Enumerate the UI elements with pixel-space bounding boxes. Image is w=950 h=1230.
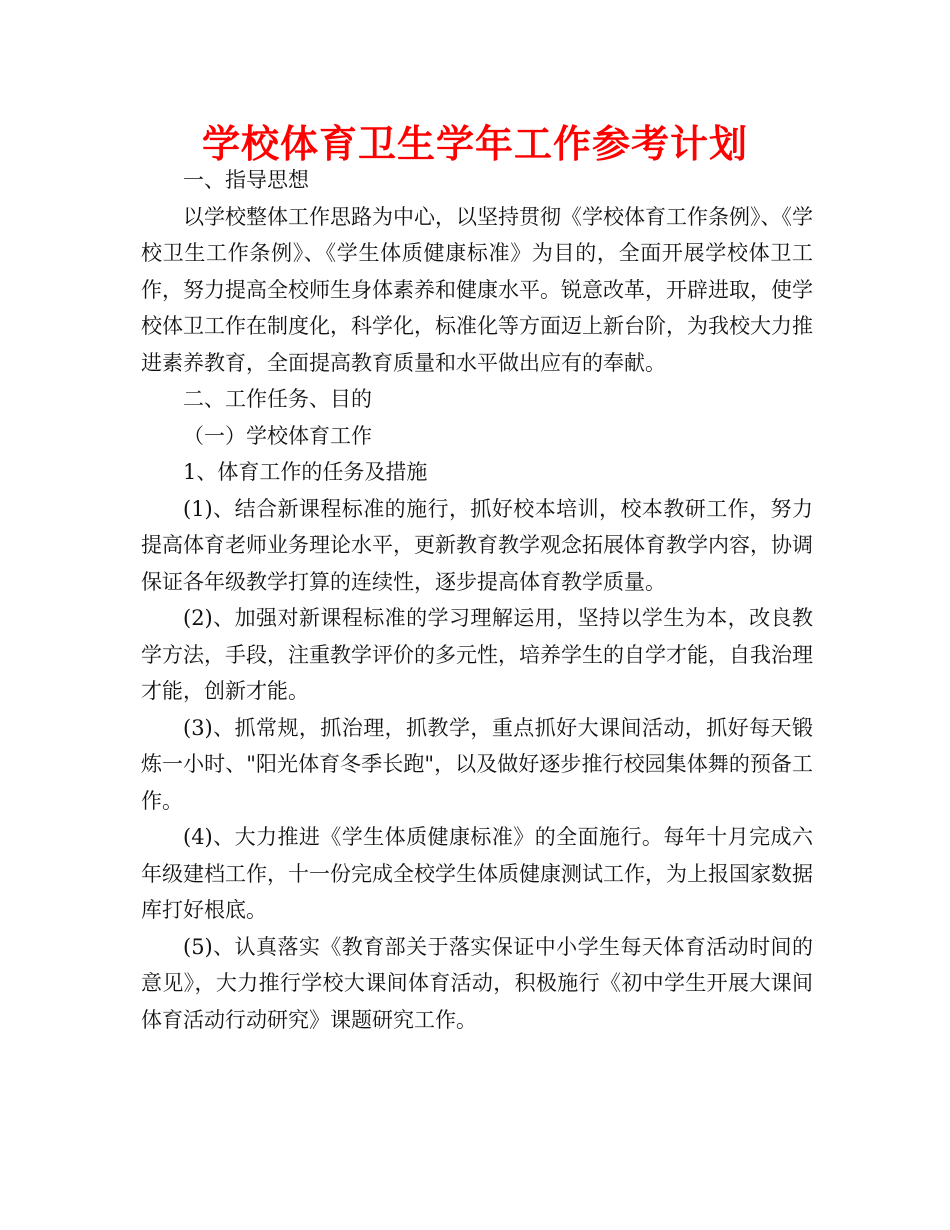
document-title: 学校体育卫生学年工作参考计划 — [201, 122, 748, 166]
section-heading-tasks-goals: 二、工作任务、目的 — [183, 387, 372, 411]
document-body — [141, 162, 813, 1038]
subsection-heading-pe-work: （一）学校体育工作 — [183, 423, 372, 448]
list-item-2: (2)、加强对新课程标准的学习理解运用，坚持以学生为本，改良教学方法，手段，注重教学评价的多元性，培养学生的自学才能，自我治理才能，创新才能。 — [141, 606, 813, 703]
paragraph-guiding-ideology: 以学校整体工作思路为中心，以坚持贯彻《学校体育工作条例》、《学校卫生工作条例》、《学生体质健康标准》为目的，全面开展学校体卫工作，努力提高全校师生身体素养和健康水平。锐意改革，开辟进取，使学校体卫工作在制度化，科学化，标准化等方面迈上新台阶，为我校大力推进素养教育，全面提高教育质量和水平做出应有的奉献。 — [141, 204, 813, 375]
item-heading-pe-tasks: 1、体育工作的任务及措施 — [183, 460, 428, 484]
list-item-3: (3)、抓常规，抓治理，抓教学，重点抓好大课间活动，抓好每天锻炼一小时、"阳光体育冬季长跑"，以及做好逐步推行校园集体舞的预备工作。 — [141, 715, 813, 813]
list-item-4: (4)、大力推进《学生体质健康标准》的全面施行。每年十月完成六年级建档工作，十一份完成全校学生体质健康测试工作，为上报国家数据库打好根底。 — [141, 825, 813, 922]
section-heading-guiding-ideology: 一、指导思想 — [183, 168, 309, 192]
list-item-5: (5)、认真落实《教育部关于落实保证中小学生每天体育活动时间的意见》，大力推行学校大课间体育活动，积极施行《初中学生开展大课间体育活动行动研究》课题研究工作。 — [141, 934, 813, 1032]
list-item-1: (1)、结合新课程标准的施行，抓好校本培训，校本教研工作，努力提高体育老师业务理论水平，更新教育教学观念拓展体育教学内容，协调保证各年级教学打算的连续性，逐步提高体育教学质量。 — [141, 496, 813, 594]
